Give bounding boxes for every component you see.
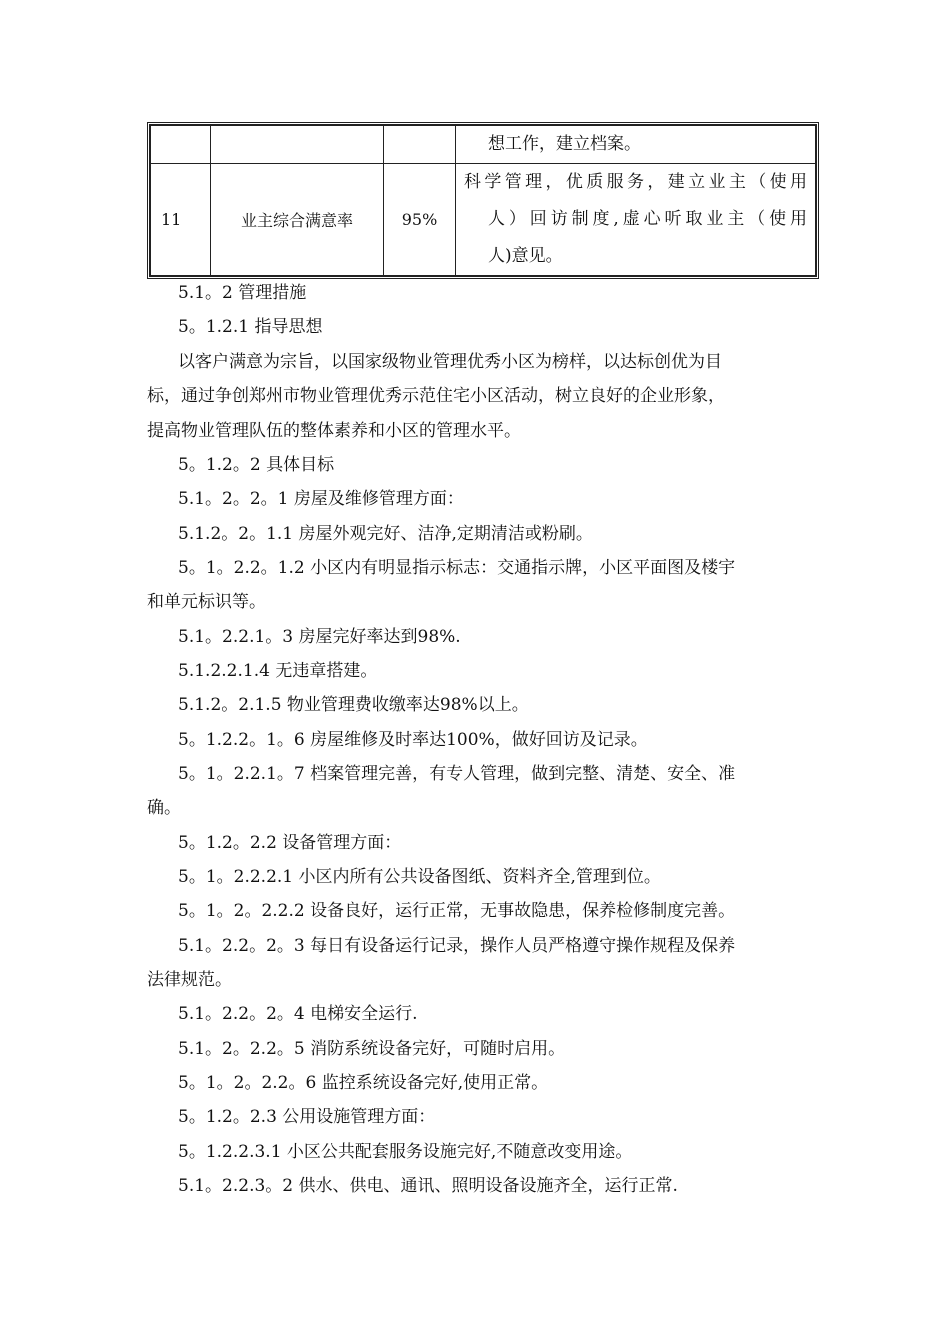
measure-line: 人）回访制度,虚心听取业主（使用 [488,209,807,229]
text-line: 5.1.2。2.1.5 物业管理费收缴率达98%以上。 [178,695,529,715]
measure-line: 科学管理，优质服务，建立业主（使用 [464,172,807,192]
text-line: 5。1。2.2。1.2 小区内有明显指示标志：交通指示牌，小区平面图及楼宇 [178,558,736,578]
text-line: 5.1.2。2。1.1 房屋外观完好、洁净,定期清洁或粉刷。 [178,524,593,544]
measure-text: 想工作，建立档案。 [488,134,641,154]
text-line: 确。 [147,798,181,818]
table-cell-no [151,126,211,164]
text-line: 法律规范。 [147,970,232,990]
text-line: 5。1。2。2.2。6 监控系统设备完好,使用正常。 [178,1073,549,1093]
text-line: 5。1。2。2.2.2 设备良好，运行正常，无事故隐患，保养检修制度完善。 [178,901,736,921]
text-line: 5.1。2.2.3。2 供水、供电、通讯、照明设备设施齐全，运行正常. [178,1176,678,1196]
text-line: 标，通过争创郑州市物业管理优秀示范住宅小区活动，树立良好的企业形象， [147,386,725,406]
heading-5-1-2-1: 5。1.2.1 指导思想 [178,317,323,337]
text-line: 以客户满意为宗旨，以国家级物业管理优秀小区为榜样，以达标创优为目 [178,352,722,372]
table-cell-item [211,126,384,164]
text-line: 和单元标识等。 [147,592,266,612]
text-line: 提高物业管理队伍的整体素养和小区的管理水平。 [147,421,521,441]
heading-5-1-2-2-3: 5。1.2。2.3 公用设施管理方面： [178,1107,436,1127]
table-cell-measure [456,126,816,164]
heading-5-1-2-2-2: 5。1.2。2.2 设备管理方面： [178,833,402,853]
text-line: 5.1。2。2。1 房屋及维修管理方面： [178,489,464,509]
text-line: 5.1.2.2.1.4 无违章搭建。 [178,661,378,681]
table-cell-measure [456,164,816,276]
text-line: 5.1。2.2。2。4 电梯安全运行. [178,1004,418,1024]
table-cell-target [384,126,456,164]
table-cell-item: 业主综合满意率 [211,164,384,276]
heading-5-1-2-2: 5。1.2。2 具体目标 [178,455,335,475]
heading-5-1-2: 5.1。2 管理措施 [178,283,307,303]
text-line: 5。1.2.2.3.1 小区公共配套服务设施完好,不随意改变用途。 [178,1142,633,1162]
text-line: 5.1。2.2.1。3 房屋完好率达到98%. [178,627,461,647]
text-line: 5.1。2。2.2。5 消防系统设备完好，可随时启用。 [178,1039,566,1059]
table-cell-no: 11 [151,164,211,276]
standards-table [147,122,819,279]
table-cell-target: 95% [384,164,456,276]
text-line: 5。1。2.2.2.1 小区内所有公共设备图纸、资料齐全,管理到位。 [178,867,661,887]
text-line: 5.1。2.2。2。3 每日有设备运行记录，操作人员严格遵守操作规程及保养 [178,936,736,956]
table-row [151,126,816,164]
measure-line: 人)意见。 [488,246,563,266]
table-row [151,164,816,276]
text-line: 5。1.2.2。1。6 房屋维修及时率达100%，做好回访及记录。 [178,730,648,750]
text-line: 5。1。2.2.1。7 档案管理完善，有专人管理，做到完整、清楚、安全、准 [178,764,736,784]
